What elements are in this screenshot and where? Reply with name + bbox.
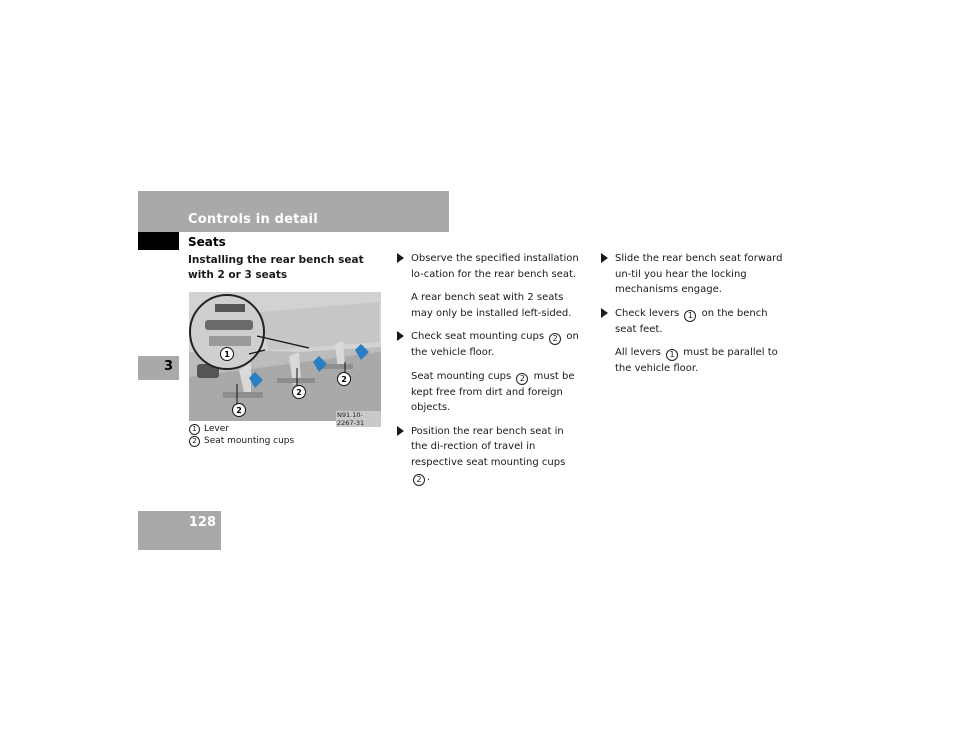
callout-ref: 2 <box>413 474 425 486</box>
step-text: Observe the specified installation lo-cation for the rear bench seat. <box>411 253 579 280</box>
chapter-title: Controls in detail <box>188 212 318 227</box>
callout-ref: 2 <box>549 333 561 345</box>
legend-text: Lever <box>204 424 229 434</box>
bullet-arrow-icon <box>601 308 608 318</box>
note-text: must be kept free from dirt and foreign objects. <box>411 370 575 413</box>
step-text: Position the rear bench seat in the di-rection of travel in respective seat mounting cups <box>411 425 566 468</box>
right-column <box>601 251 785 385</box>
callout-ref: 1 <box>666 349 678 361</box>
page-number-box <box>138 511 221 550</box>
instruction-step <box>601 251 785 298</box>
callout-2a-label: 2 <box>236 406 242 415</box>
step-text: on the vehicle floor. <box>411 331 579 358</box>
middle-column <box>397 251 581 494</box>
callout-2b-label: 2 <box>296 388 302 397</box>
note-paragraph <box>397 369 581 416</box>
step-text: . <box>427 472 431 483</box>
chapter-side-tab <box>138 356 179 380</box>
chapter-number: 3 <box>163 359 173 374</box>
step-text: on the bench seat feet. <box>615 307 768 335</box>
figure-code: N91.10-2267-31 <box>336 411 381 427</box>
figure-legend <box>189 423 294 447</box>
instruction-step <box>397 424 581 487</box>
legend-number: 2 <box>189 436 200 447</box>
legend-item <box>189 423 294 435</box>
note-text: Seat mounting cups <box>411 370 512 382</box>
legend-text: Seat mounting cups <box>204 436 295 446</box>
callout-ref: 2 <box>516 373 528 385</box>
rear-bench-seat-illustration <box>189 292 381 427</box>
bullet-arrow-icon <box>397 426 404 436</box>
section-tab-marker <box>138 232 179 250</box>
subheading: Installing the rear bench seat with 2 or 3 seats <box>188 254 364 281</box>
illustration-drawing <box>189 292 381 421</box>
instruction-step <box>397 251 581 282</box>
step-text: Check levers <box>615 307 680 319</box>
instruction-step <box>601 306 785 338</box>
note-text: All levers <box>615 347 661 358</box>
note-text: must be parallel to the vehicle floor. <box>615 347 778 374</box>
bullet-arrow-icon <box>601 253 608 263</box>
callout-1-label: 1 <box>224 350 230 359</box>
callout-2c-label: 2 <box>341 375 347 384</box>
instruction-step <box>397 329 581 361</box>
bullet-arrow-icon <box>397 331 404 341</box>
callout-ref: 1 <box>684 310 696 322</box>
step-text: Check seat mounting cups <box>411 331 545 342</box>
legend-item <box>189 435 294 447</box>
bullet-arrow-icon <box>397 253 404 263</box>
legend-number: 1 <box>189 424 200 435</box>
section-title: Seats <box>188 235 226 249</box>
step-text: Slide the rear bench seat forward un-til you hear the locking mechanisms engage. <box>615 253 783 295</box>
note-paragraph <box>601 345 785 377</box>
page-number: 128 <box>188 515 216 530</box>
note-paragraph: A rear bench seat with 2 seats may only be installed left-sided. <box>411 292 572 319</box>
